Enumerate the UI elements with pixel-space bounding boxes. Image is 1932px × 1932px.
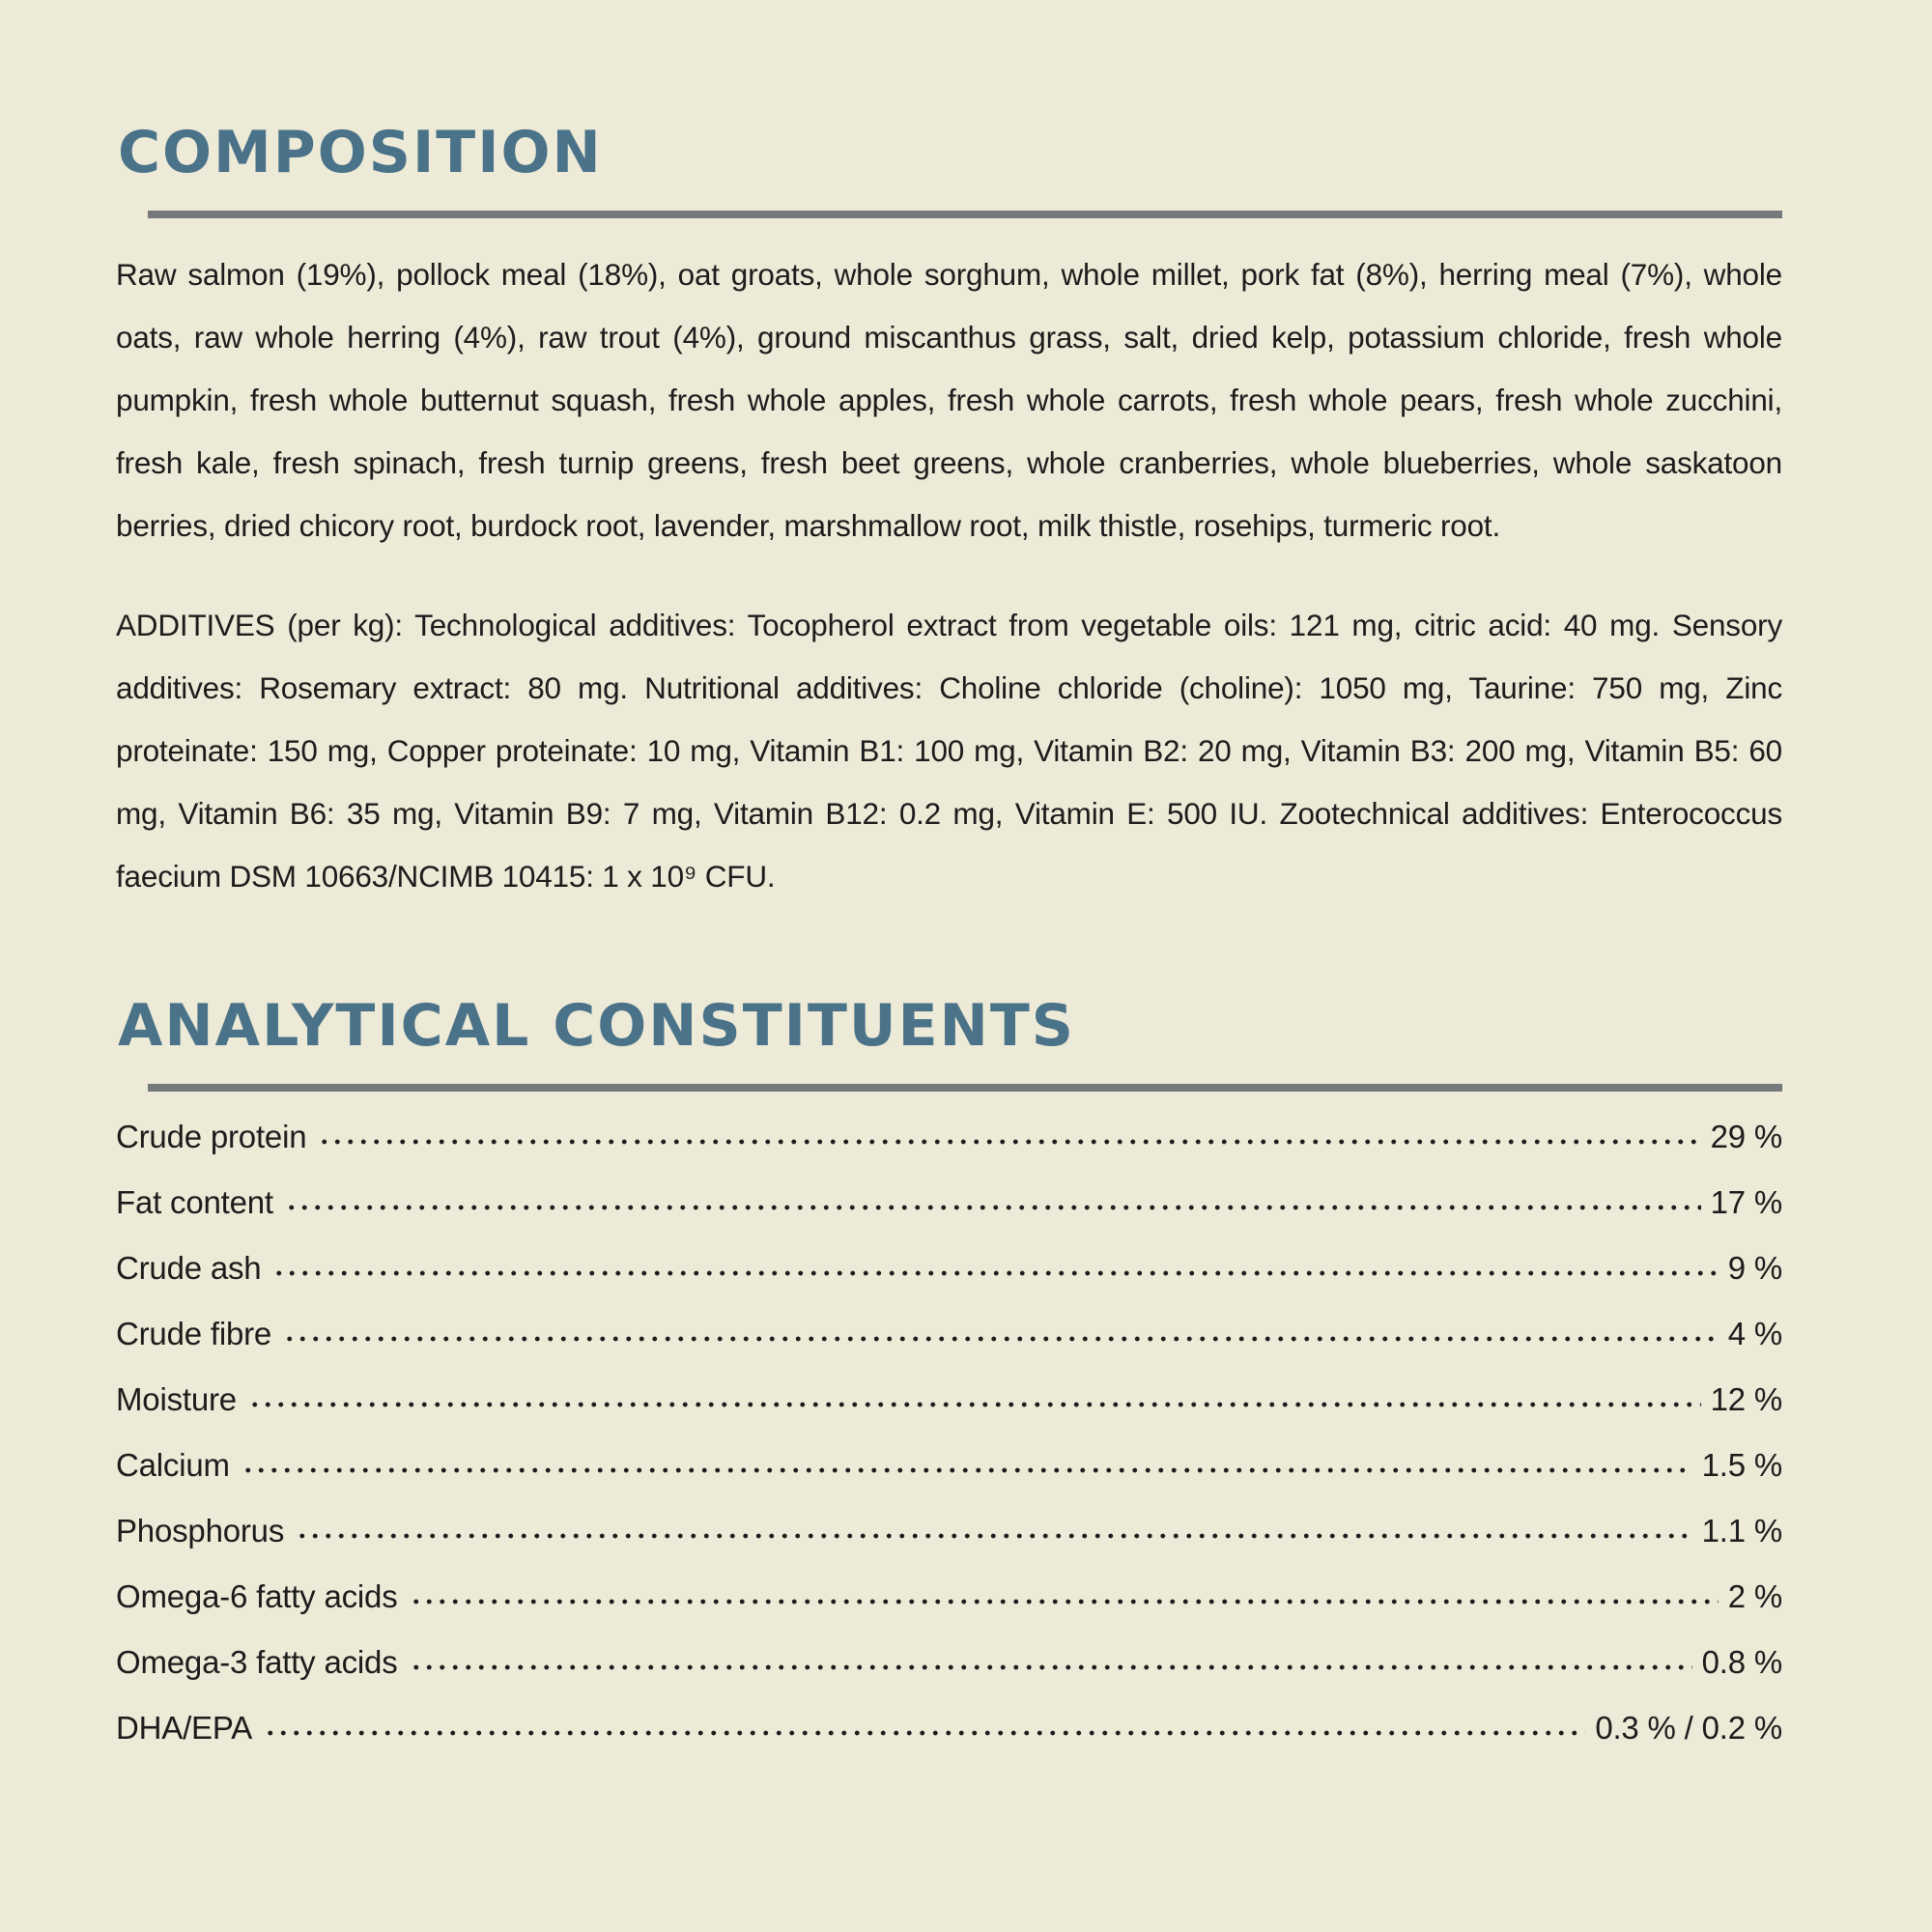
constituent-value: 29 % (1710, 1119, 1782, 1154)
table-row (116, 1644, 1782, 1710)
dot-leader (242, 1447, 1692, 1476)
constituent-value: 0.8 % (1701, 1644, 1782, 1680)
analytical-heading: ANALYTICAL CONSTITUENTS (118, 992, 1075, 1060)
constituent-label: Crude ash (116, 1250, 262, 1286)
constituent-value: 1.5 % (1701, 1447, 1782, 1483)
table-row (116, 1578, 1782, 1644)
composition-heading: COMPOSITION (118, 119, 603, 186)
constituent-value: 0.3 % / 0.2 % (1595, 1710, 1782, 1746)
dot-leader (410, 1578, 1719, 1607)
constituent-label: Calcium (116, 1447, 230, 1483)
dot-leader (264, 1710, 1585, 1739)
constituent-label: Fat content (116, 1184, 273, 1220)
dot-leader (318, 1119, 1700, 1148)
constituent-label: Crude protein (116, 1119, 307, 1154)
constituent-value: 2 % (1727, 1578, 1782, 1614)
additives-paragraph: ADDITIVES (per kg): Technological additives: Tocopherol extract from vegetable oils: 121 mg, citric acid: 40 mg. Sensory additives: Rosemary extract: 80 mg. Nutritional additives: Choline chloride (choline): 1050 mg, Taurine: 750 mg, Zinc proteinate: 150 mg, Copper proteinate: 10 mg, Vitamin B1: 100 mg, Vitamin B2: 20 mg, Vitamin B3: 200 mg, Vitamin B5: 60 mg, Vitamin B6: 35 mg, Vitamin B9: 7 mg, Vitamin B12: 0.2 mg, Vitamin E: 500 IU. Zootechnical additives: Enterococcus faecium DSM 10663/NCIMB 10415: 1 x 10⁹ CFU. (116, 608, 1782, 894)
table-row (116, 1119, 1782, 1184)
constituent-label: Crude fibre (116, 1316, 272, 1351)
table-row (116, 1513, 1782, 1578)
table-row (116, 1250, 1782, 1316)
composition-divider (148, 211, 1782, 218)
analytical-section (116, 992, 1782, 1776)
dot-leader (410, 1644, 1692, 1673)
constituent-value: 12 % (1710, 1381, 1782, 1417)
constituent-label: Omega-6 fatty acids (116, 1578, 398, 1614)
dot-leader (248, 1381, 1701, 1410)
table-row (116, 1184, 1782, 1250)
constituent-value: 4 % (1727, 1316, 1782, 1351)
dot-leader (272, 1250, 1718, 1279)
analytical-table (116, 1119, 1782, 1776)
table-row (116, 1710, 1782, 1776)
analytical-divider (148, 1084, 1782, 1092)
dot-leader (285, 1184, 1701, 1213)
composition-section (116, 119, 1782, 908)
table-row (116, 1316, 1782, 1381)
constituent-value: 1.1 % (1701, 1513, 1782, 1548)
table-row (116, 1381, 1782, 1447)
dot-leader (296, 1513, 1691, 1542)
constituent-value: 9 % (1727, 1250, 1782, 1286)
constituent-label: Moisture (116, 1381, 237, 1417)
ingredients-paragraph: Raw salmon (19%), pollock meal (18%), oat groats, whole sorghum, whole millet, pork fat (8%), herring meal (7%), whole oats, raw whole herring (4%), raw trout (4%), ground miscanthus grass, salt, dried kelp, potassium chloride, fresh whole pumpkin, fresh whole butternut squash, fresh whole apples, fresh whole carrots, fresh whole pears, fresh whole zucchini, fresh kale, fresh spinach, fresh turnip greens, fresh beet greens, whole cranberries, whole blueberries, whole saskatoon berries, dried chicory root, burdock root, lavender, marshmallow root, milk thistle, rosehips, turmeric root. (116, 257, 1782, 543)
dot-leader (283, 1316, 1719, 1345)
constituent-label: Phosphorus (116, 1513, 285, 1548)
constituent-label: Omega-3 fatty acids (116, 1644, 398, 1680)
constituent-label: DHA/EPA (116, 1710, 253, 1746)
constituent-value: 17 % (1710, 1184, 1782, 1220)
table-row (116, 1447, 1782, 1513)
